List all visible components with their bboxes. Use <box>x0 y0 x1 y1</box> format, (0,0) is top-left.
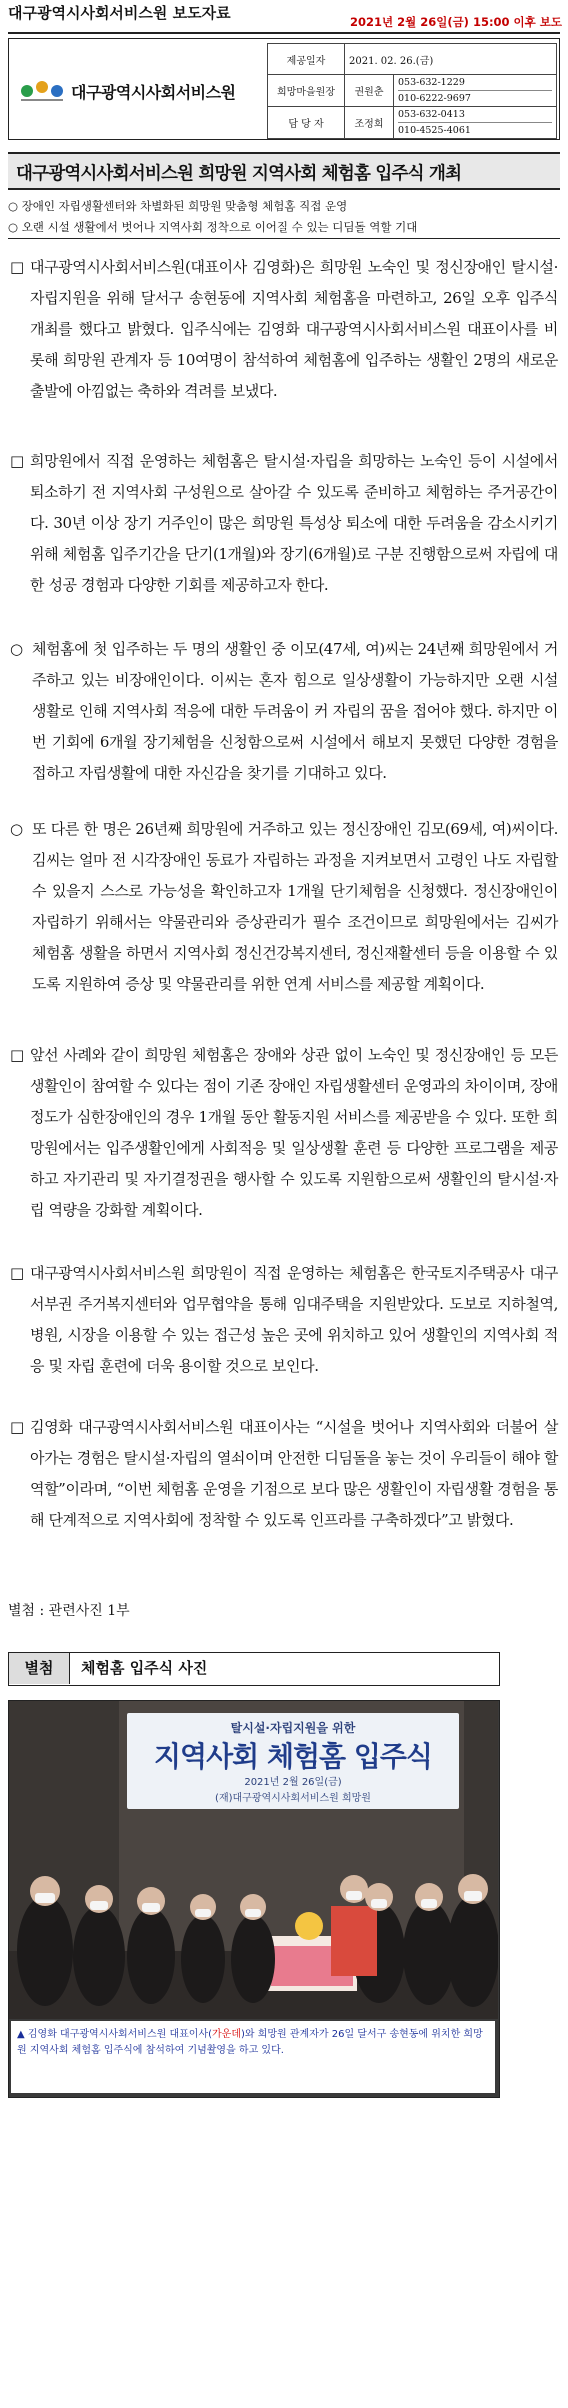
banner-date: 2021년 2월 26일(금) <box>244 1777 342 1788</box>
banner-org: (재)대구광역시사회서비스원 희망원 <box>215 1793 371 1804</box>
staff-label: 담 당 자 <box>268 107 345 139</box>
release-time: 2021년 2월 26일(금) 15:00 이후 보도 <box>349 15 562 29</box>
org-label: 대구광역시사회서비스원 보도자료 <box>8 4 231 22</box>
circle-bullet: ○ <box>10 640 23 658</box>
dept-name: 권원춘 <box>345 75 394 107</box>
paragraph-text: 앞선 사례와 같이 희망원 체험홈은 장애와 상관 없이 노숙인 및 정신장애인 등 모든 생활인이 참여할 수 있다는 점이 기존 장애인 자립생활센터 운영과의 차이이며, 장애정도가 심한장애인의 경우 1개월 동안 활동지원 서비스를 제공받을 수 있다. 또한 희망원에서는 입주생활인에게 사회적응 및 일상생활 훈련 등 다양한 프로그램을 제공하고 자기관리 및 자기결정권을 행사할 수 있도록 지원함으로써 생활인의 탈시설·자립 역량을 강화할 계획이다. <box>30 1046 558 1219</box>
subtitle-list <box>8 196 560 238</box>
contact-table <box>267 43 557 139</box>
logo-text: 대구광역시사회서비스원 <box>71 82 236 102</box>
logo-icon <box>19 79 65 103</box>
paragraph-text: 대구광역시사회서비스원 희망원이 직접 운영하는 체험홈은 한국토지주택공사 대구서부권 주거복지센터와 업무협약을 통해 임대주택을 지원받았다. 도보로 지하철역, 병원, 시장을 이용할 수 있는 접근성 높은 곳에 위치하고 있어 생활인의 지역사회 적응 및 자립 훈련에 더욱 용이할 것으로 보인다. <box>30 1264 558 1375</box>
staff-tel-2: 010-4525-4061 <box>398 125 471 136</box>
body-paragraph <box>10 1258 558 1382</box>
square-bullet: □ <box>10 1418 24 1436</box>
body-paragraph <box>10 634 558 789</box>
document-title: 대구광역시사회서비스원 희망원 지역사회 체험홈 입주식 개최 <box>16 164 462 184</box>
circle-bullet: ○ <box>10 820 23 838</box>
caption-text-post: )와 희망원 관계자가 26일 달서구 송현동에 위치한 희망원 지역사회 체험홈 입주식에 참석하여 기념촬영을 하고 있다. <box>17 2029 483 2056</box>
paragraph-text: 또 다른 한 명은 26년째 희망원에 거주하고 있는 정신장애인 김모(69세, 여)씨이다. 김씨는 얼마 전 시각장애인 동료가 자립하는 과정을 지켜보면서 고령인 나도 자립할 수 있을지 스스로 가능성을 확인하고자 1개월 단기체험을 신청했다. 정신장애인이 자립하기 위해서는 약물관리와 증상관리가 필수 조건이므로 희망원에서는 김씨가 체험홈 생활을 하면서 지역사회 정신건강복지센터, 정신재활센터 등을 이용할 수 있도록 지원하여 증상 및 약물관리를 위한 연계 서비스를 제공할 계획이다. <box>32 820 558 993</box>
attachment-header <box>8 1652 500 1686</box>
paragraph-text: 대구광역시사회서비스원(대표이사 김영화)은 희망원 노숙인 및 정신장애인 탈시설·자립지원을 위해 달서구 송현동에 지역사회 체험홈을 마련하고, 26일 오후 입주식 개최를 했다고 밝혔다. 입주식에는 김영화 대구광역시사회서비스원 대표이사를 비롯해 희망원 관계자 등 10여명이 참석하여 체험홈에 입주하는 생활인 2명의 새로운 출발에 아낌없는 축하와 격려를 보냈다. <box>30 258 558 400</box>
subtitle-item: ○ 오랜 시설 생활에서 벗어나 지역사회 정착으로 이어질 수 있는 디딤돌 역할 기대 <box>8 220 418 234</box>
dept-label: 희망마을원장 <box>268 75 345 107</box>
photo-caption <box>11 2021 495 2093</box>
dept-tel-2: 010-6222-9697 <box>398 93 471 104</box>
body-paragraph <box>10 1412 558 1536</box>
square-bullet: □ <box>10 1046 24 1064</box>
event-photo <box>8 1700 500 2098</box>
body-paragraph <box>10 814 558 1000</box>
paragraph-text: 희망원에서 직접 운영하는 체험홈은 탈시설·자립을 희망하는 노숙인 등이 시설에서 퇴소하기 전 지역사회 구성원으로 살아갈 수 있도록 준비하고 체험하는 주거공간이다. 30년 이상 장기 거주인이 많은 희망원 특성상 퇴소에 대한 두려움을 감소시키기 위해 체험홈 입주기간을 단기(1개월)와 장기(6개월)로 구분 진행함으로써 자립에 대한 성공 경험과 다양한 기회를 제공하고자 한다. <box>30 452 558 594</box>
event-banner <box>127 1713 459 1809</box>
attachment-note: 별첨 : 관련사진 1부 <box>8 1603 130 1619</box>
caption-highlight: 가운데 <box>212 2029 241 2040</box>
body-paragraph <box>10 446 558 601</box>
date-label: 제공일자 <box>268 44 345 75</box>
org-logo <box>19 79 236 103</box>
section-divider <box>8 238 560 239</box>
subtitle-item: ○ 장애인 자립생활센터와 차별화된 희망원 맞춤형 체험홈 직접 운영 <box>8 199 348 213</box>
staff-name: 조정희 <box>345 107 394 139</box>
paragraph-text: 김영화 대구광역시사회서비스원 대표이사는 “시설을 벗어나 지역사회와 더불어 살아가는 경험은 탈시설·자립의 열쇠이며 안전한 디딤돌을 놓는 것이 우리들이 해야 할 역할”이라며, “이번 체험홈 운영을 기점으로 보다 많은 생활인이 자립생활 경험을 통해 단계적으로 지역사회에 정착할 수 있도록 인프라를 구축하겠다”고 밝혔다. <box>30 1418 558 1529</box>
header-box <box>8 38 560 140</box>
attachment-title: 체험홈 입주식 사진 <box>81 1659 208 1677</box>
square-bullet: □ <box>10 452 24 470</box>
body-paragraph <box>10 1040 558 1226</box>
banner-title: 지역사회 체험홈 입주식 <box>154 1740 432 1773</box>
square-bullet: □ <box>10 1264 24 1282</box>
attachment-label: 별첨 <box>9 1653 70 1684</box>
top-divider <box>8 32 560 34</box>
dept-tel-1: 053-632-1229 <box>398 75 552 91</box>
square-bullet: □ <box>10 258 24 276</box>
caption-text-pre: ▲ 김영화 대구광역시사회서비스원 대표이사( <box>17 2029 213 2040</box>
banner-line-1: 탈시설·자립지원을 위한 <box>230 1721 356 1735</box>
date-value: 2021. 02. 26.(금) <box>345 44 557 75</box>
title-box <box>8 152 560 190</box>
paragraph-text: 체험홈에 첫 입주하는 두 명의 생활인 중 이모(47세, 여)씨는 24년째 희망원에서 거주하고 있는 비장애인이다. 이씨는 혼자 힘으로 일상생활이 가능하지만 오랜 시설 생활로 인해 지역사회 적응에 대한 두려움이 커 자립의 꿈을 접어야 했다. 하지만 이번 기회에 6개월 장기체험을 신청함으로써 시설에서 해보지 못했던 다양한 경험을 접하고 자립생활에 대한 자신감을 찾기를 기대하고 있다. <box>32 640 558 782</box>
staff-tel-1: 053-632-0413 <box>398 107 552 123</box>
body-paragraph <box>10 252 558 407</box>
